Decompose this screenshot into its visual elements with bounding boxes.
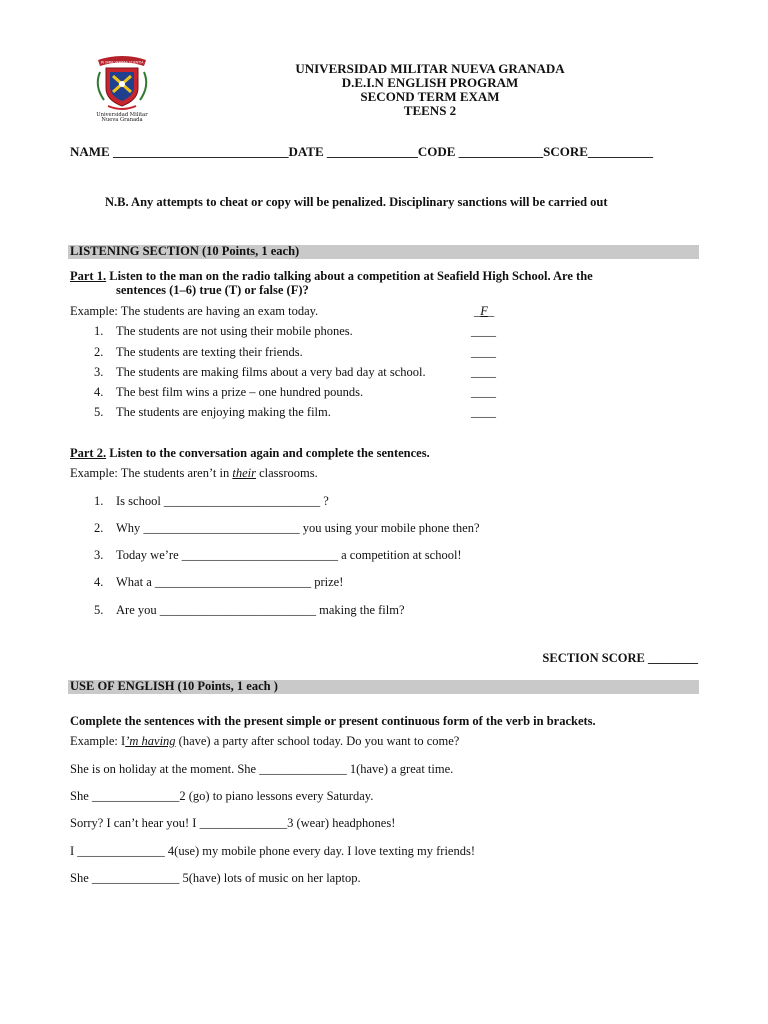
part1-instruction	[70, 269, 593, 284]
part2-item-num: 2.	[94, 521, 104, 535]
part2-instruction	[70, 446, 430, 461]
part1-item-num: 3.	[94, 365, 104, 379]
part1-example: Example: The students are having an exam today.	[70, 304, 319, 318]
part2-item-text[interactable]: What a _________________________ prize!	[116, 575, 344, 589]
cheating-notice: N.B. Any attempts to cheat or copy will be penalized. Disciplinary sanctions will be carried out	[105, 195, 608, 209]
part2-label: Part 2.	[70, 446, 107, 460]
part2-example-word: their	[232, 466, 256, 480]
part1-item-text: The students are texting their friends.	[116, 345, 303, 359]
use-of-english-example: Example: I’m having (have) a party after school today. Do you want to come?	[70, 734, 460, 748]
part1-answer-blank[interactable]: ____	[471, 405, 496, 419]
part1-item-text: The students are not using their mobile phones.	[116, 324, 353, 338]
part1-item-text: The students are making films about a very bad day at school.	[116, 365, 426, 379]
part1-item-num: 1.	[94, 324, 104, 338]
university-logo	[86, 50, 158, 122]
part2-item-text[interactable]: Today we’re _________________________ a competition at school!	[116, 548, 462, 562]
part1-label: Part 1.	[70, 269, 107, 283]
section-score-field[interactable]: SECTION SCORE ________	[542, 651, 698, 665]
exam-title: SECOND TERM EXAM	[360, 89, 500, 104]
part2-item-text[interactable]: Is school _________________________ ?	[116, 494, 329, 508]
part1-item-num: 5.	[94, 405, 104, 419]
svg-text:IN OMNI VERITAS SCIENTIA: IN OMNI VERITAS SCIENTIA	[100, 60, 144, 65]
use-of-english-item[interactable]: She is on holiday at the moment. She ______________ 1(have) a great time.	[70, 762, 454, 776]
student-info-fields[interactable]: NAME ___________________________DATE ______________CODE _____________SCORE__________	[70, 144, 653, 159]
part1-answer-blank[interactable]: ____	[471, 385, 496, 399]
program-name: D.E.I.N ENGLISH PROGRAM	[341, 75, 519, 90]
use-of-english-item[interactable]: Sorry? I can’t hear you! I ______________3 (wear) headphones!	[70, 816, 396, 830]
svg-text:Universidad Militar: Universidad Militar	[96, 112, 148, 118]
part2-item-num: 3.	[94, 548, 104, 562]
part2-example: Example: The students aren’t in their classrooms.	[70, 466, 318, 480]
part1-answer-blank[interactable]: ____	[471, 324, 496, 338]
university-name: UNIVERSIDAD MILITAR NUEVA GRANADA	[295, 61, 565, 76]
part1-instruction-cont: sentences (1–6) true (T) or false (F)?	[116, 283, 309, 297]
part1-item-num: 4.	[94, 385, 104, 399]
use-of-english-item[interactable]: I ______________ 4(use) my mobile phone every day. I love texting my friends!	[70, 844, 476, 858]
part1-answer-blank[interactable]: ____	[471, 345, 496, 359]
part2-instruction-text: Listen to the conversation again and complete the sentences.	[106, 446, 430, 460]
part1-instruction-text: Listen to the man on the radio talking about a competition at Seafield High School. Are the	[106, 269, 593, 283]
part1-example-answer: _F_	[474, 304, 495, 318]
part2-item-text[interactable]: Why _________________________ you using your mobile phone then?	[116, 521, 480, 535]
part1-item-text: The best film wins a prize – one hundred pounds.	[116, 385, 364, 399]
use-of-english-item[interactable]: She ______________ 5(have) lots of music on her laptop.	[70, 871, 361, 885]
part1-answer-blank[interactable]: ____	[471, 365, 496, 379]
part2-item-text[interactable]: Are you _________________________ making the film?	[116, 603, 405, 617]
part1-item-num: 2.	[94, 345, 104, 359]
listening-section-title: LISTENING SECTION (10 Points, 1 each)	[70, 244, 300, 258]
use-of-english-item[interactable]: She ______________2 (go) to piano lessons every Saturday.	[70, 789, 374, 803]
part1-item-text: The students are enjoying making the film.	[116, 405, 331, 419]
use-of-english-header	[68, 680, 699, 694]
listening-section-header	[68, 245, 699, 259]
part2-item-num: 4.	[94, 575, 104, 589]
use-of-english-example-word: ’m having	[125, 734, 176, 748]
course-level: TEENS 2	[403, 103, 457, 118]
part2-item-num: 5.	[94, 603, 104, 617]
part2-item-num: 1.	[94, 494, 104, 508]
svg-text:Nueva Granada: Nueva Granada	[101, 117, 143, 122]
use-of-english-title: USE OF ENGLISH (10 Points, 1 each )	[70, 679, 278, 693]
use-of-english-instruction: Complete the sentences with the present simple or present continuous form of the verb in brackets.	[70, 714, 596, 728]
